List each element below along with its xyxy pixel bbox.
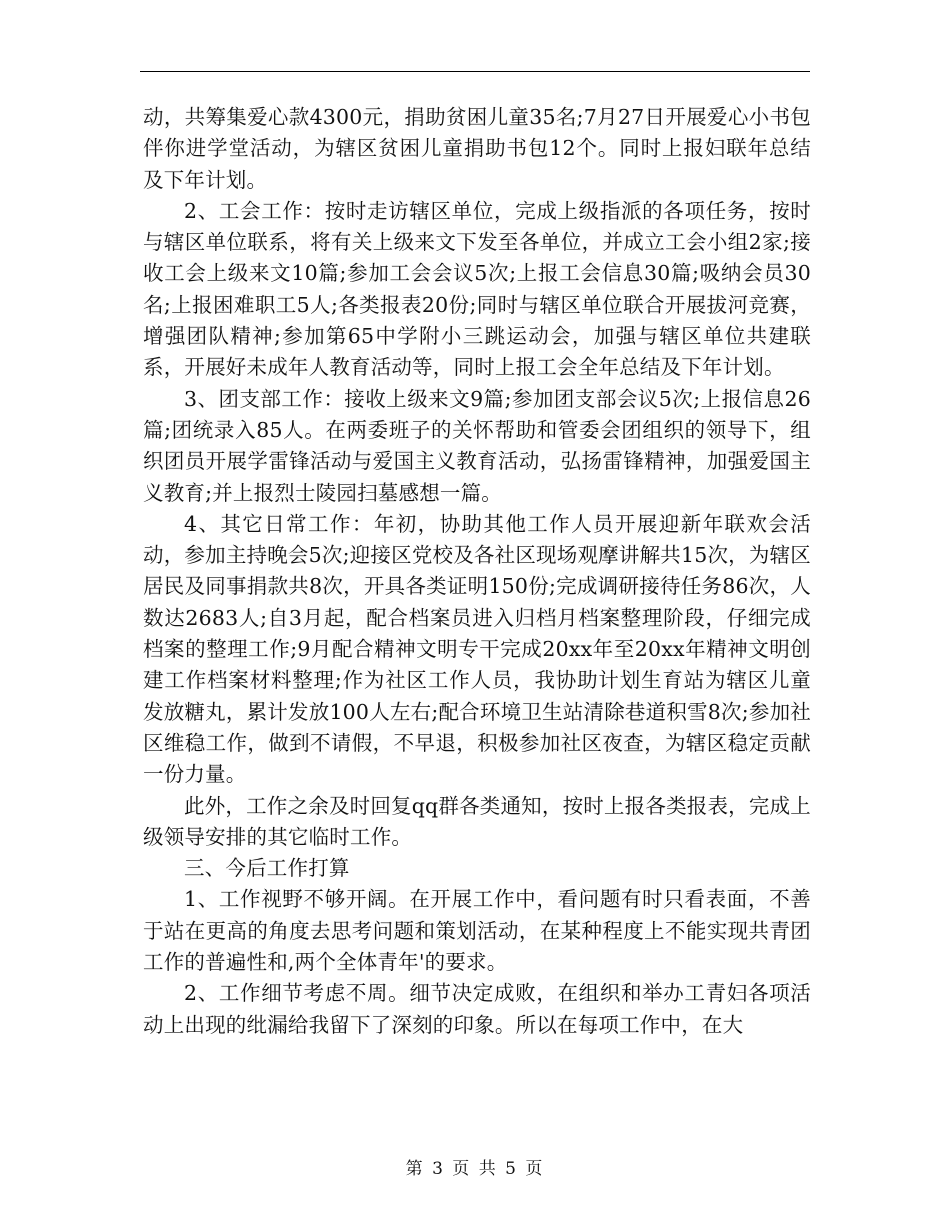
paragraph-plan-2: 2、工作细节考虑不周。细节决定成败，在组织和举办工青妇各项活动上出现的纰漏给我留下了深刻的印象。所以在每项工作中，在大 bbox=[143, 981, 811, 1037]
body-text bbox=[143, 102, 811, 1041]
paragraph-continuation: 动，共筹集爱心款4300元，捐助贫困儿童35名;7月27日开展爱心小书包伴你进学堂活动，为辖区贫困儿童捐助书包12个。同时上报妇联年总结及下年计划。 bbox=[143, 105, 811, 192]
paragraph-additional-work: 此外，工作之余及时回复qq群各类通知，按时上报各类报表，完成上级领导安排的其它临时工作。 bbox=[143, 793, 811, 849]
paragraph-youth-league-work: 3、团支部工作：接收上级来文9篇;参加团支部会议5次;上报信息26篇;团统录入85人。在两委班子的关怀帮助和管委会团组织的领导下，组织团员开展学雷锋活动与爱国主义教育活动，弘扬雷锋精神，加强爱国主义教育;并上报烈士陵园扫墓感想一篇。 bbox=[143, 386, 811, 505]
paragraph-daily-work: 4、其它日常工作：年初，协助其他工作人员开展迎新年联欢会活动，参加主持晚会5次;迎接区党校及各社区现场观摩讲解共15次，为辖区居民及同事捐款共8次，开具各类证明150份;完成调研接待任务86次，人数达2683人;自3月起，配合档案员进入归档月档案整理阶段，仔细完成档案的整理工作;9月配合精神文明专干完成20xx年至20xx年精神文明创建工作档案材料整理;作为社区工作人员，我协助计划生育站为辖区儿童发放糖丸，累计发放100人左右;配合环境卫生站清除巷道积雪8次;参加社区维稳工作，做到不请假，不早退，积极参加社区夜查，为辖区稳定贡献一份力量。 bbox=[143, 511, 811, 787]
paragraph-union-work: 2、工会工作：按时走访辖区单位，完成上级指派的各项任务，按时与辖区单位联系，将有关上级来文下发至各单位，并成立工会小组2家;接收工会上级来文10篇;参加工会会议5次;上报工会信息30篇;吸纳会员30名;上报困难职工5人;各类报表20份;同时与辖区单位联合开展拔河竞赛，增强团队精神;参加第65中学附小三跳运动会，加强与辖区单位共建联系，开展好未成年人教育活动等，同时上报工会全年总结及下年计划。 bbox=[143, 198, 811, 380]
page-number-footer: 第 3 页 共 5 页 bbox=[405, 1159, 545, 1179]
header-rule bbox=[140, 71, 810, 72]
section-heading-future-plans: 三、今后工作打算 bbox=[184, 856, 350, 881]
paragraph-plan-1: 1、工作视野不够开阔。在开展工作中，看问题有时只看表面，不善于站在更高的角度去思考问题和策划活动，在某种程度上不能实现共青团工作的普遍性和,两个全体青年'的要求。 bbox=[143, 887, 811, 975]
